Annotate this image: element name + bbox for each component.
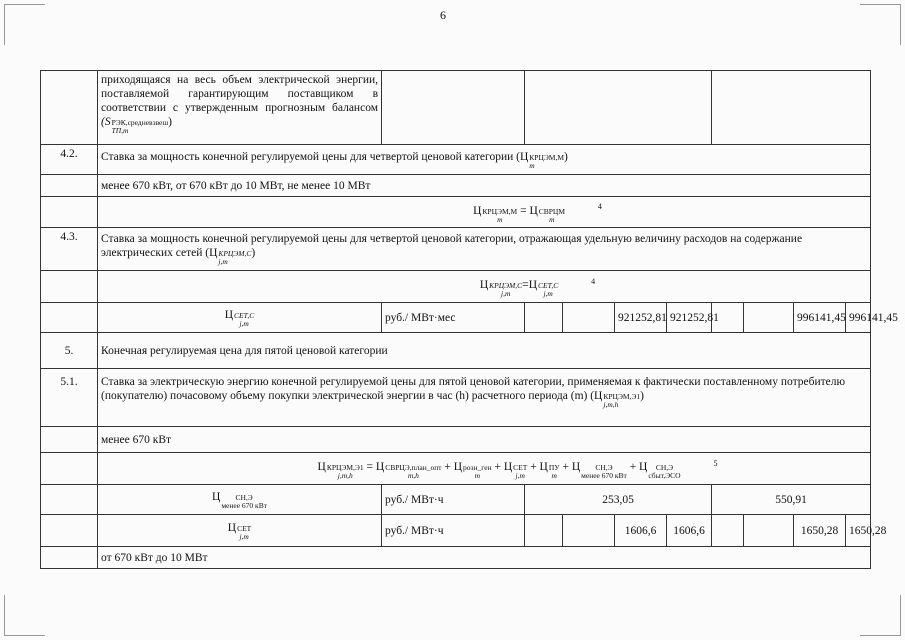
category-label: от 670 кВт до 10 МВт	[98, 547, 871, 569]
symbol-close: )	[564, 150, 568, 163]
formula-sub: j,m	[543, 289, 553, 299]
row-title-text: Ставка за электрическую энергию конечной регулируемой цены для пятой ценовой категории, применяемая к фактически поставленному потребителю (покупателю) почасовому объему покупки электрической энергии в час (h) расчетного периода (m)	[101, 376, 846, 402]
row-number: 4.2.	[41, 145, 98, 175]
parameter-symbol: Ц СЕТ,С j,m	[98, 303, 382, 333]
value-cell: 1606,6	[615, 515, 667, 547]
symbol-close: )	[251, 247, 256, 259]
symbol-sup: РЭК,средневзвеш	[111, 118, 169, 127]
table-row	[41, 145, 871, 175]
value-cell: 1606,6	[667, 515, 712, 547]
formula-sub: менее 670 кВт	[581, 471, 627, 481]
param-sub: j,m	[239, 318, 249, 328]
table-row	[41, 453, 871, 485]
value-cell: 996141,45	[846, 303, 871, 333]
symbol-sub: ТП,m	[111, 126, 129, 135]
footnote-ref: 5	[713, 458, 718, 468]
category-label: менее 670 кВт, от 670 кВт до 10 МВт, не менее 10 МВт	[98, 175, 871, 197]
row-title-symbol	[516, 150, 568, 170]
formula-42: Ц КРЦЭМ,М m = Ц СВРЦМ m	[473, 204, 566, 224]
value-cell: 1650,28	[846, 515, 871, 547]
intro-text: приходящаяся на весь объем электрической энергии, поставляемой гарантирующим поставщиком в соответствии с утвержденным прогнозным балансом	[101, 74, 378, 114]
row-number-cell	[41, 485, 98, 515]
row-title	[98, 145, 871, 175]
formula-sub: сбыт,ЭСО	[648, 471, 681, 481]
empty-cell	[744, 303, 794, 333]
scan-corner-mark	[4, 595, 45, 636]
empty-cell	[744, 515, 794, 547]
empty-cell	[712, 515, 744, 547]
table-row	[41, 303, 871, 333]
row-number-cell	[41, 175, 98, 197]
formula-sup: СН,Э	[655, 463, 674, 473]
param-sub: j,m	[239, 531, 249, 541]
table-row	[41, 485, 871, 515]
unit-cell: руб./ МВт·мес	[382, 303, 525, 333]
intro-symbol	[101, 115, 172, 135]
parameter-symbol: Ц СН,Э менее 670 кВт	[98, 485, 382, 515]
formula-sup: КРЦЭМ,С	[489, 281, 523, 291]
row-number-cell	[41, 197, 98, 228]
value-cell: 253,05	[525, 485, 712, 515]
unit-cell: руб./ МВт·ч	[382, 485, 525, 515]
formula-cell	[98, 271, 871, 303]
formula-cell	[98, 197, 871, 228]
empty-cell	[525, 71, 712, 145]
formula-sub: j,m	[500, 289, 511, 299]
table-row	[41, 271, 871, 303]
symbol-sup: КРЦЭМ,М	[529, 152, 565, 162]
table-row	[41, 369, 871, 427]
empty-cell	[525, 515, 563, 547]
param-sub: менее 670 кВт	[221, 500, 267, 510]
symbol-close: )	[168, 116, 173, 128]
symbol-main: (Ц	[205, 247, 218, 259]
value-cell: 921252,81	[667, 303, 712, 333]
formula-sup: розн_ген	[463, 463, 492, 473]
param-sup: СЕТ,С	[234, 310, 255, 320]
row-title-text: Ставка за мощность конечной регулируемой цены для четвертой ценовой категории, отражающая удельную величину расходов на содержание электрических сетей	[101, 233, 803, 259]
formula-sup: СН,Э	[595, 463, 613, 473]
param-sup: СН,Э	[235, 492, 253, 502]
page-number: 6	[440, 8, 446, 22]
empty-cell	[712, 71, 871, 145]
unit-cell: руб./ МВт·ч	[382, 515, 525, 547]
tariff-table	[40, 70, 898, 588]
value-cell: 996141,45	[794, 303, 846, 333]
empty-cell	[382, 71, 525, 145]
empty-cell	[525, 303, 563, 333]
table-row	[41, 197, 871, 228]
row-title-text: Ставка за мощность конечной регулируемой цены для четвертой ценовой категории	[101, 150, 514, 163]
param-sup: СЕТ	[237, 523, 252, 533]
scan-corner-mark	[4, 4, 45, 45]
row-number-cell	[41, 303, 98, 333]
footnote-ref: 4	[591, 276, 596, 286]
table-row	[41, 175, 871, 197]
row-title	[98, 228, 871, 271]
value-cell: 921252,81	[615, 303, 667, 333]
formula-sub: m	[497, 214, 503, 224]
row-number: 4.3.	[41, 228, 98, 271]
parameter-symbol: Ц СЕТ j,m	[98, 515, 382, 547]
scan-corner-mark	[860, 4, 901, 45]
table-row	[41, 547, 871, 569]
symbol-main: (Ц	[590, 390, 603, 402]
formula-cell	[98, 453, 871, 485]
intro-text-cell	[98, 71, 382, 145]
symbol-main: (S	[101, 116, 111, 128]
table-row	[41, 427, 871, 453]
formula-eq: =	[520, 204, 527, 217]
row-number-cell	[41, 547, 98, 569]
symbol-sub: j,m	[218, 257, 228, 266]
formula-sup: СВРЦМ	[538, 206, 566, 216]
row-title: Конечная регулируемая цена для пятой ценовой категории	[98, 333, 871, 369]
row-title-symbol	[590, 389, 644, 409]
row-number-cell	[41, 515, 98, 547]
formula-sup: СЕТ	[513, 463, 528, 473]
empty-cell	[563, 303, 615, 333]
value-cell: 1650,28	[794, 515, 846, 547]
symbol-close: )	[640, 390, 644, 402]
category-label: менее 670 кВт	[98, 427, 871, 453]
formula-sub: j,m,h	[337, 471, 353, 481]
symbol-sub: m	[529, 160, 535, 170]
formula-sup: КРЦЭМ,Э1	[326, 463, 364, 473]
table-row	[41, 515, 871, 547]
empty-cell	[563, 515, 615, 547]
table-row	[41, 228, 871, 271]
formula-sub: m,h	[407, 471, 419, 481]
formula-sub: m	[474, 471, 481, 481]
row-number: 5.	[41, 333, 98, 369]
symbol-sub: j,m,h	[603, 400, 619, 409]
symbol-sup: КРЦЭМ,С	[218, 249, 252, 258]
formula-43: Ц КРЦЭМ,С j,m = Ц СЕТ,С j,m	[479, 279, 559, 299]
formula-sub: m	[549, 214, 555, 224]
table-row	[41, 71, 871, 145]
row-number: 5.1.	[41, 369, 98, 427]
footnote-ref: 4	[597, 202, 602, 212]
scan-corner-mark	[860, 595, 901, 636]
symbol-main: (Ц	[516, 150, 529, 163]
row-number-cell	[41, 71, 98, 145]
row-number-cell	[41, 271, 98, 303]
formula-sup: КРЦЭМ,М	[482, 206, 518, 216]
row-number-cell	[41, 427, 98, 453]
formula-eq: =	[522, 279, 529, 292]
value-cell: 550,91	[712, 485, 871, 515]
formula-sub: m	[551, 471, 557, 481]
formula-sub: j,m	[515, 471, 525, 481]
row-title	[98, 369, 871, 427]
row-number-cell	[41, 453, 98, 485]
table-row	[41, 333, 871, 369]
symbol-sup: КРЦЭМ,Э1	[603, 392, 641, 401]
formula-sup: ПУ	[548, 463, 560, 473]
formula-sup: СЕТ,С	[538, 281, 559, 291]
formula-51: Ц КРЦЭМ,Э1 j,m,h = Ц СВРЦЭ,план_опт m,h + Ц розн_ген m + Ц СЕТ j,m + Ц ПУ m + Ц СН,Э менее 670 кВт + Ц СН,Э сбыт,ЭСО	[317, 461, 681, 481]
row-title-symbol	[205, 246, 255, 266]
formula-sup: СВРЦЭ,план_опт	[385, 463, 442, 473]
